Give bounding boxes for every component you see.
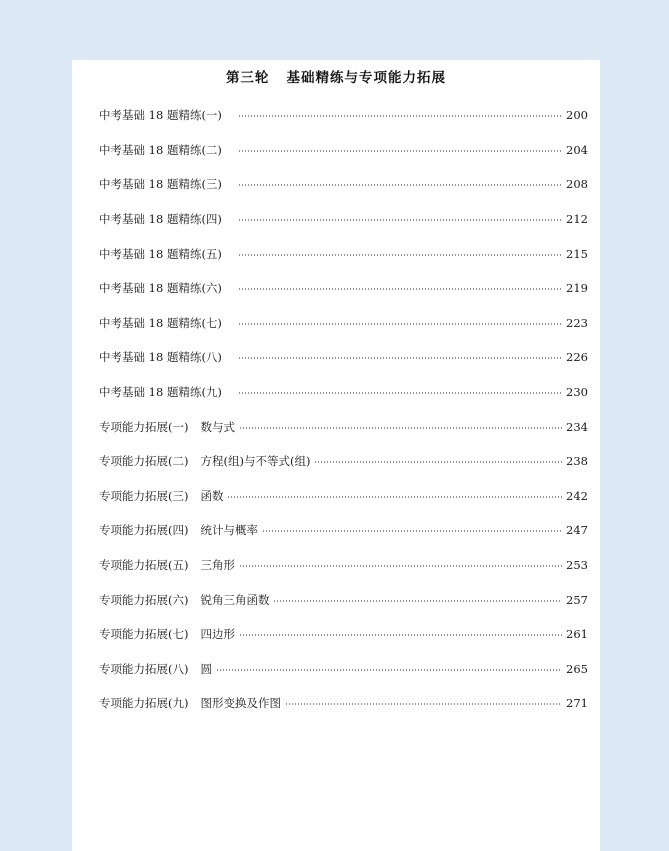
toc-entry[interactable] <box>99 617 588 652</box>
toc-entry-subtitle: 图形变换及作图 <box>200 696 281 711</box>
toc-entry-label: 中考基础 18 题精练(九) <box>99 385 222 400</box>
dot-leader <box>238 392 562 395</box>
toc-entry-page-number: 265 <box>566 661 588 676</box>
dot-leader <box>239 426 562 429</box>
dot-leader <box>216 668 562 671</box>
toc-entry-label: 专项能力拓展(四) <box>99 523 189 538</box>
toc-entry-subtitle: 函数 <box>200 488 224 503</box>
toc-entry-label: 专项能力拓展(七) <box>99 627 189 642</box>
toc-entry-subtitle: 方程(组)与不等式(组) <box>200 454 311 469</box>
toc-entry-subtitle: 圆 <box>200 661 212 676</box>
toc-entry-page-number: 200 <box>566 108 588 123</box>
toc-entry[interactable] <box>99 202 588 237</box>
toc-entry-label: 专项能力拓展(九) <box>99 696 189 711</box>
dot-leader <box>238 253 562 256</box>
toc-entry-page-number: 204 <box>566 142 588 157</box>
toc-entry[interactable] <box>99 548 588 583</box>
toc-entry[interactable] <box>99 513 588 548</box>
toc-entry-label: 中考基础 18 题精练(二) <box>99 142 222 157</box>
toc-entry-page-number: 223 <box>566 315 588 330</box>
toc-entry-page-number: 234 <box>566 419 588 434</box>
table-of-contents <box>99 98 588 721</box>
toc-entry-label: 中考基础 18 题精练(三) <box>99 177 222 192</box>
toc-entry-label: 专项能力拓展(一) <box>99 419 189 434</box>
dot-leader <box>238 219 562 222</box>
toc-entry[interactable] <box>99 375 588 410</box>
dot-leader <box>285 703 562 706</box>
dot-leader <box>238 288 562 291</box>
toc-entry-subtitle: 三角形 <box>200 558 235 573</box>
toc-entry[interactable] <box>99 479 588 514</box>
toc-entry[interactable] <box>99 271 588 306</box>
dot-leader <box>238 149 562 152</box>
toc-entry-subtitle: 统计与概率 <box>200 523 258 538</box>
toc-entry[interactable] <box>99 133 588 168</box>
toc-entry[interactable] <box>99 306 588 341</box>
toc-entry-page-number: 271 <box>566 696 588 711</box>
toc-entry-subtitle: 数与式 <box>200 419 235 434</box>
dot-leader <box>273 599 562 602</box>
dot-leader <box>238 357 562 360</box>
toc-entry-subtitle: 锐角三角函数 <box>200 592 270 607</box>
toc-entry-page-number: 247 <box>566 523 588 538</box>
toc-entry-page-number: 238 <box>566 454 588 469</box>
dot-leader <box>227 495 562 498</box>
toc-entry[interactable] <box>99 582 588 617</box>
toc-entry-label: 专项能力拓展(五) <box>99 558 189 573</box>
document-page <box>72 60 600 851</box>
toc-entry[interactable] <box>99 409 588 444</box>
toc-entry-page-number: 257 <box>566 592 588 607</box>
toc-entry-page-number: 208 <box>566 177 588 192</box>
toc-entry-page-number: 230 <box>566 385 588 400</box>
toc-entry[interactable] <box>99 686 588 721</box>
toc-entry-label: 专项能力拓展(三) <box>99 488 189 503</box>
dot-leader <box>239 634 562 637</box>
dot-leader <box>238 115 562 118</box>
toc-entry-label: 中考基础 18 题精练(七) <box>99 315 222 330</box>
toc-entry[interactable] <box>99 444 588 479</box>
toc-entry-page-number: 215 <box>566 246 588 261</box>
toc-entry[interactable] <box>99 652 588 687</box>
toc-entry-label: 专项能力拓展(六) <box>99 592 189 607</box>
dot-leader <box>239 565 562 568</box>
toc-entry-page-number: 212 <box>566 212 588 227</box>
toc-entry-subtitle: 四边形 <box>200 627 235 642</box>
toc-entry[interactable] <box>99 98 588 133</box>
toc-entry[interactable] <box>99 340 588 375</box>
toc-entry-page-number: 219 <box>566 281 588 296</box>
toc-entry-page-number: 261 <box>566 627 588 642</box>
toc-entry-label: 专项能力拓展(二) <box>99 454 189 469</box>
dot-leader <box>238 322 562 325</box>
toc-entry-label: 中考基础 18 题精练(一) <box>99 108 222 123</box>
toc-entry-label: 中考基础 18 题精练(八) <box>99 350 222 365</box>
toc-entry-label: 专项能力拓展(八) <box>99 661 189 676</box>
section-title: 第三轮 基础精练与专项能力拓展 <box>225 70 447 86</box>
toc-entry[interactable] <box>99 236 588 271</box>
toc-entry[interactable] <box>99 167 588 202</box>
dot-leader <box>238 184 562 187</box>
toc-entry-label: 中考基础 18 题精练(五) <box>99 246 222 261</box>
dot-leader <box>262 530 562 533</box>
toc-entry-label: 中考基础 18 题精练(四) <box>99 212 222 227</box>
toc-entry-page-number: 253 <box>566 558 588 573</box>
dot-leader <box>314 461 562 464</box>
toc-entry-label: 中考基础 18 题精练(六) <box>99 281 222 296</box>
toc-entry-page-number: 242 <box>566 488 588 503</box>
toc-entry-page-number: 226 <box>566 350 588 365</box>
